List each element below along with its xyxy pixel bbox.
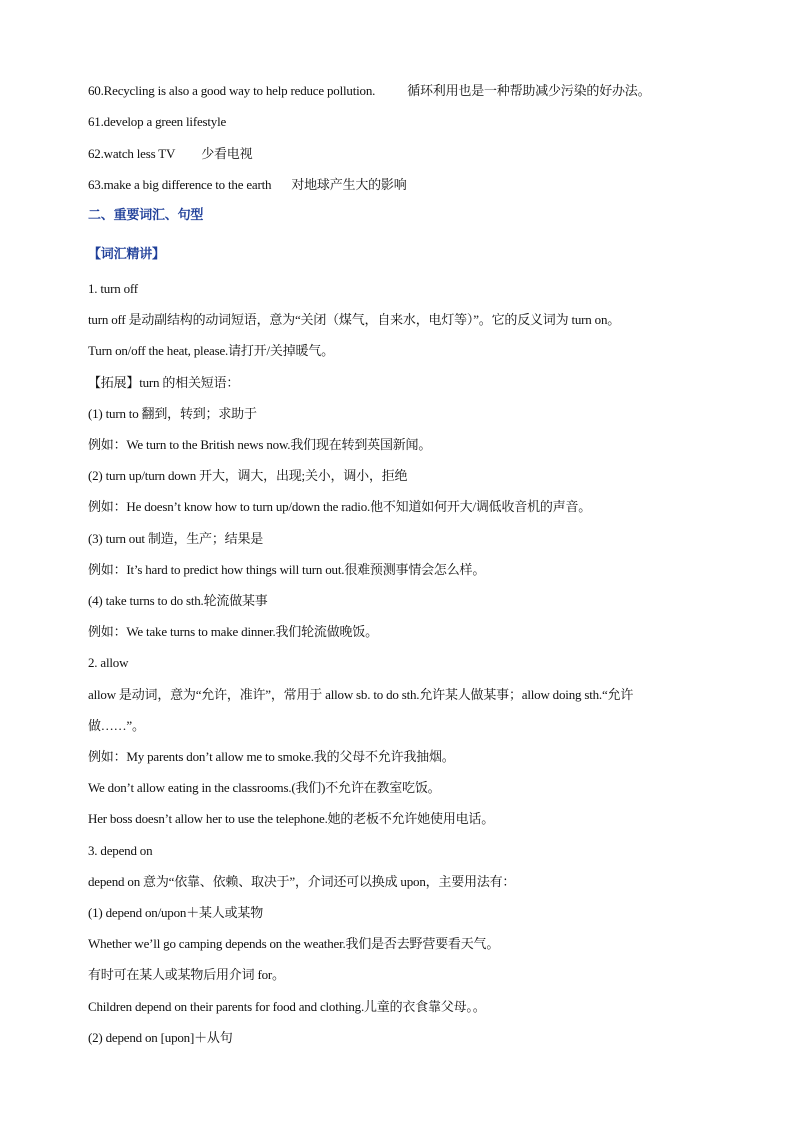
extension-heading: 【拓展】turn 的相关短语： (88, 375, 240, 390)
phrase-chinese: 对地球产生大的影响 (291, 177, 407, 192)
list-item: (3) turn out 制造，生产；结果是 (88, 531, 264, 546)
example-line: 例如：We take turns to make dinner.我们轮流做晚饭。 (88, 624, 378, 639)
phrase-line-61: 61.develop a green lifestyle (88, 114, 227, 129)
subsection-heading: 【词汇精讲】 (88, 246, 165, 261)
vocab-heading-allow: 2. allow (88, 655, 129, 670)
example-line: 例如：My parents don’t allow me to smoke.我的父母不允许我抽烟。 (88, 749, 455, 764)
phrase-english: 63.make a big difference to the earth (88, 177, 272, 192)
list-item: (4) take turns to do sth.轮流做某事 (88, 593, 268, 608)
list-item: (1) depend on/upon＋某人或某物 (88, 905, 264, 920)
phrase-chinese: 少看电视 (201, 146, 253, 161)
vocab-heading-depend-on: 3. depend on (88, 843, 153, 858)
paragraph-line: 有时可在某人或某物后用介词 for。 (88, 967, 285, 982)
phrase-chinese: 循环利用也是一种帮助减少污染的好办法。 (407, 83, 651, 98)
paragraph-line: 做……”。 (88, 718, 145, 733)
example-line: Turn on/off the heat, please.请打开/关掉暖气。 (88, 343, 334, 358)
example-line: Whether we’ll go camping depends on the weather.我们是否去野营要看天气。 (88, 936, 500, 951)
paragraph-line: depend on 意为“依靠、依赖、取决于”，介词还可以换成 upon，主要用法有： (88, 874, 516, 889)
section-heading: 二、重要词汇、句型 (88, 207, 204, 222)
example-line: 例如：We turn to the British news now.我们现在转到英国新闻。 (88, 437, 432, 452)
list-item: (2) depend on [upon]＋从句 (88, 1030, 233, 1045)
phrase-english: 62.watch less TV (88, 146, 176, 161)
list-item: (1) turn to 翻到，转到；求助于 (88, 406, 257, 421)
paragraph-line: turn off 是动副结构的动词短语，意为“关闭（煤气，自来水，电灯等）”。它的反义词为 turn on。 (88, 312, 621, 327)
vocab-heading-turn-off: 1. turn off (88, 281, 138, 296)
phrase-line-62 (88, 145, 252, 163)
paragraph-line: allow 是动词，意为“允许，准许”，常用于 allow sb. to do sth.允许某人做某事；allow doing sth.“允许 (88, 687, 634, 702)
example-line: Children depend on their parents for food and clothing.儿童的衣食靠父母。。 (88, 999, 486, 1014)
example-line: 例如：It’s hard to predict how things will turn out.很难预测事情会怎么样。 (88, 562, 486, 577)
example-line: Her boss doesn’t allow her to use the telephone.她的老板不允许她使用电话。 (88, 811, 495, 826)
example-line: We don’t allow eating in the classrooms.(我们)不允许在教室吃饭。 (88, 780, 441, 795)
phrase-english: 60.Recycling is also a good way to help reduce pollution. (88, 83, 376, 98)
phrase-line-63 (88, 176, 407, 194)
example-line: 例如：He doesn’t know how to turn up/down the radio.他不知道如何开大/调低收音机的声音。 (88, 499, 592, 514)
phrase-line-60 (88, 82, 650, 100)
list-item: (2) turn up/turn down 开大，调大，出现;关小，调小，拒绝 (88, 468, 408, 483)
